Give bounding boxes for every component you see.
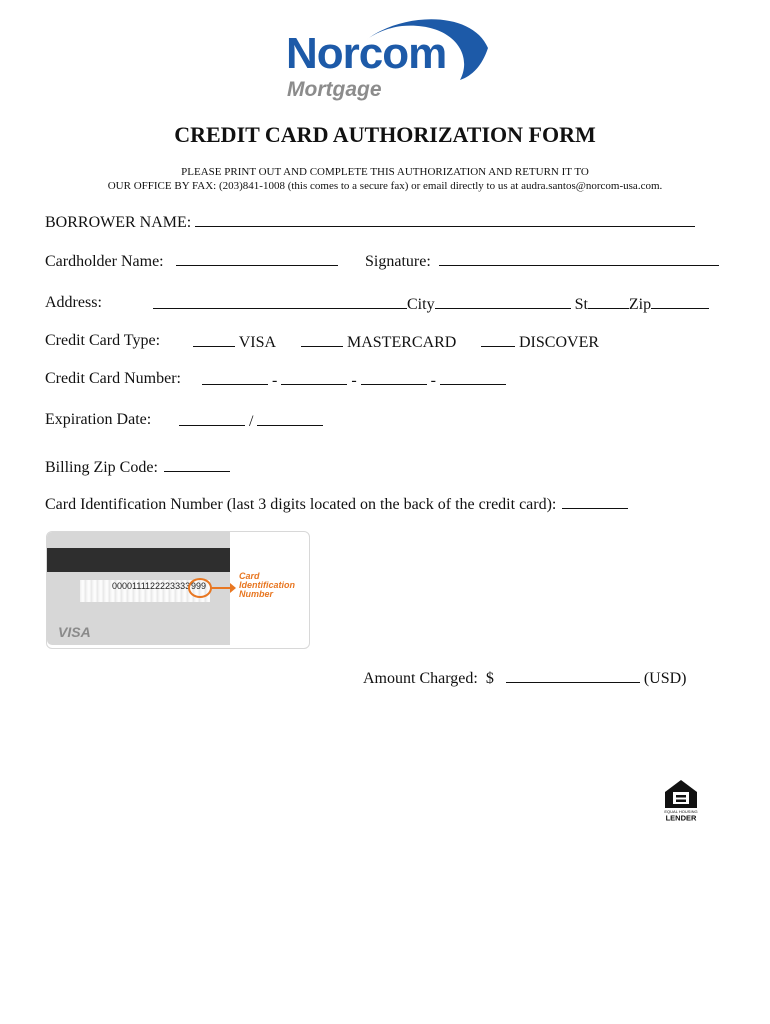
card-number-dash: - <box>272 372 278 389</box>
card-type-mastercard <box>301 331 456 353</box>
card-id-callout <box>239 572 295 599</box>
currency-label: (USD) <box>643 670 687 687</box>
equal-housing-text: EQUAL HOUSING <box>664 809 698 814</box>
expiration-month-field[interactable] <box>179 410 245 426</box>
cin-row <box>45 493 628 515</box>
form-title: CREDIT CARD AUTHORIZATION FORM <box>174 122 596 147</box>
card-type-label: Credit Card Type: <box>45 332 161 349</box>
billing-zip-label: Billing Zip Code: <box>45 459 158 476</box>
mastercard-label: MASTERCARD <box>347 334 457 351</box>
amount-label: Amount Charged: <box>363 670 478 687</box>
card-number-group-4[interactable] <box>440 369 506 385</box>
callout-arrow-icon <box>230 583 236 593</box>
mastercard-checkbox[interactable] <box>301 331 343 347</box>
discover-label: DISCOVER <box>519 334 600 351</box>
address-field[interactable] <box>153 293 407 309</box>
logo-brand-text: Norcom <box>286 29 447 78</box>
city-label: City <box>407 296 435 313</box>
card-number-row <box>202 369 506 391</box>
cardholder-name-field[interactable] <box>176 250 338 266</box>
card-number-dash: - <box>351 372 357 389</box>
borrower-name-label: BORROWER NAME: <box>45 214 192 231</box>
borrower-name-row <box>45 211 695 233</box>
instructions-line-1: PLEASE PRINT OUT AND COMPLETE THIS AUTHORIZATION AND RETURN IT TO <box>181 166 589 178</box>
expiration-slash: / <box>249 413 254 430</box>
card-number-label: Credit Card Number: <box>45 370 181 387</box>
card-image-brand: VISA <box>58 624 91 640</box>
instructions-line-2: OUR OFFICE BY FAX: (203)841-1008 (this comes to a secure fax) or email directly to us at audra.santos@norcom-usa.com. <box>107 180 663 192</box>
card-image-cvv: 999 <box>191 581 207 591</box>
cardholder-name-label: Cardholder Name: <box>45 253 164 270</box>
callout-line-1: Card <box>239 571 260 581</box>
discover-checkbox[interactable] <box>481 331 515 347</box>
magnetic-stripe <box>47 548 230 572</box>
signature-field[interactable] <box>439 250 719 266</box>
expiration-year-field[interactable] <box>257 410 323 426</box>
state-label: St <box>574 296 588 313</box>
amount-field[interactable] <box>506 667 640 683</box>
billing-zip-row <box>45 456 230 478</box>
cardholder-name-row <box>45 250 338 272</box>
card-type-discover <box>481 331 599 353</box>
cin-field[interactable] <box>562 493 628 509</box>
visa-label: VISA <box>238 334 277 351</box>
card-number-group-2[interactable] <box>281 369 347 385</box>
currency-symbol: $ <box>485 670 494 687</box>
equal-housing-lender-icon <box>661 778 701 822</box>
card-image-number: 0000111122223333 <box>112 581 191 591</box>
logo-sub-text: Mortgage <box>287 78 382 101</box>
billing-zip-field[interactable] <box>164 456 230 472</box>
lender-text: LENDER <box>665 813 697 822</box>
card-number-group-1[interactable] <box>202 369 268 385</box>
expiration-label: Expiration Date: <box>45 411 152 428</box>
signature-row <box>365 250 719 272</box>
callout-line-2: Identification <box>239 580 295 590</box>
cvv-highlight-circle <box>188 578 212 598</box>
cin-label: Card Identification Number (last 3 digits located on the back of the credit card): <box>45 496 557 513</box>
city-field[interactable] <box>435 293 571 309</box>
amount-row <box>363 667 686 689</box>
state-field[interactable] <box>588 293 629 309</box>
zip-field[interactable] <box>651 293 709 309</box>
address-row <box>153 293 709 315</box>
signature-label: Signature: <box>365 253 431 270</box>
borrower-name-field[interactable] <box>195 211 695 227</box>
zip-label: Zip <box>628 296 652 313</box>
card-number-dash: - <box>430 372 436 389</box>
card-type-visa <box>193 331 276 353</box>
expiration-row <box>179 410 323 432</box>
card-number-group-3[interactable] <box>361 369 427 385</box>
visa-checkbox[interactable] <box>193 331 235 347</box>
callout-line-3: Number <box>239 589 274 599</box>
address-label: Address: <box>45 294 102 311</box>
